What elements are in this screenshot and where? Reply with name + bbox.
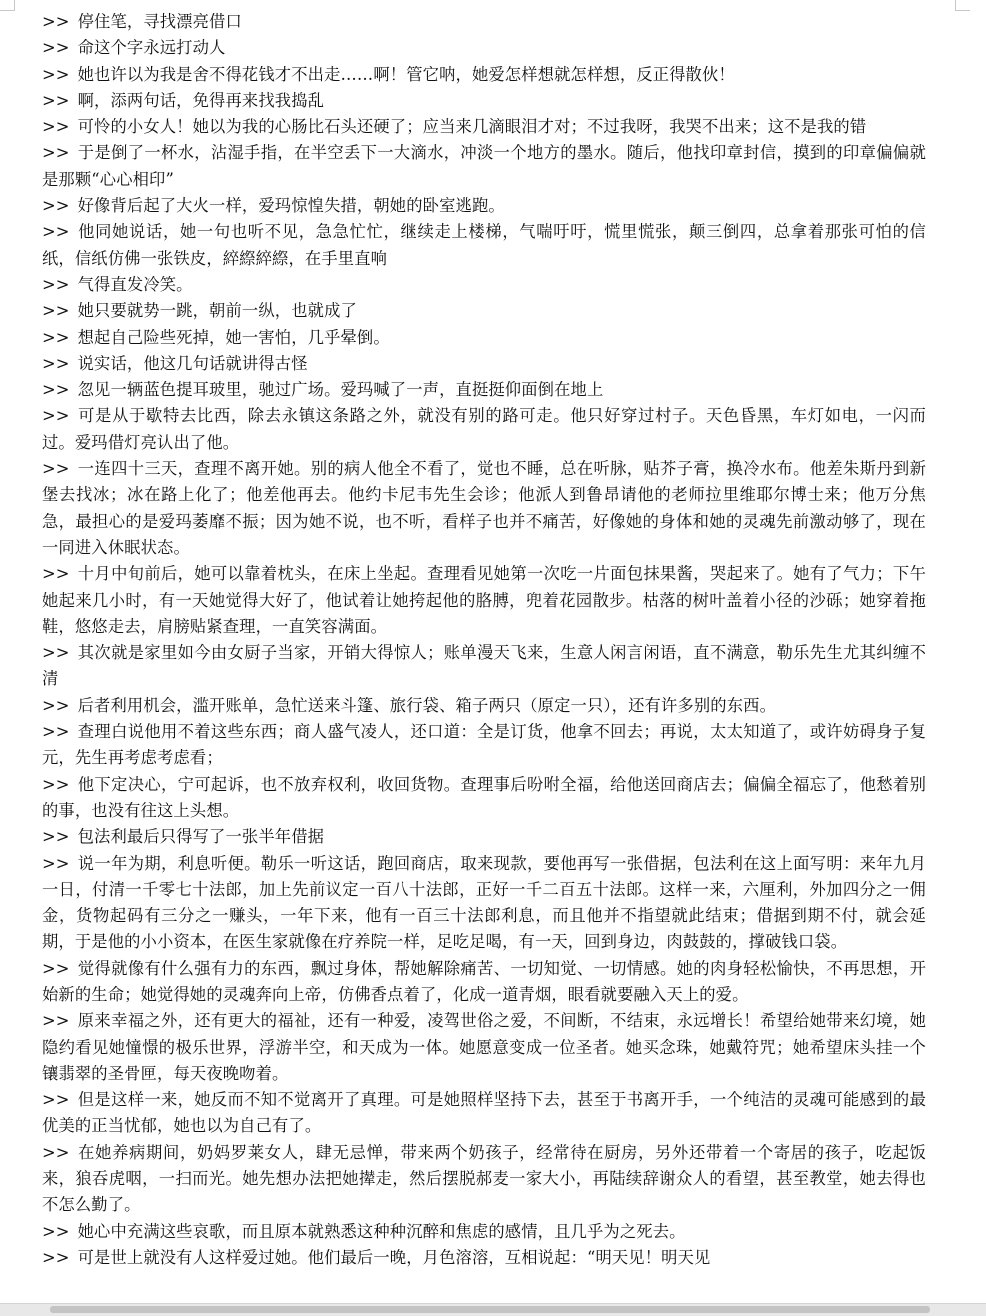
bullet-marker: >>: [42, 353, 70, 373]
bullet-marker: >>: [42, 774, 70, 794]
bullet-marker: >>: [42, 827, 70, 847]
paragraph-text: 可是世上就没有人这样爱过她。他们最后一晚，月色溶溶，互相说起：“明天见！明天见: [77, 1247, 711, 1267]
bullet-marker: >>: [42, 64, 70, 84]
paragraph-text: 他同她说话，她一句也听不见，急急忙忙，继续走上楼梯，气喘吁吁，慌里慌张，颠三倒四，总拿着那张可怕的信纸，信纸仿佛一张铁皮，綷縩綷縩，在手里直响: [42, 222, 926, 268]
paragraph-text: 啊，添两句话，免得再来找我捣乱: [77, 90, 325, 110]
paragraph-text: 十月中旬前后，她可以靠着枕头，在床上坐起。查理看见她第一次吃一片面包抹果酱，哭起来了。她有了气力；下午她起来几小时，有一天她觉得大好了，他试着让她挎起他的胳膊，兜着花园散步。枯落的树叶盖着小径的沙砾；她穿着拖鞋，悠悠走去，肩膀贴紧查理，一直笑容满面。: [42, 564, 926, 636]
paragraph-7: [42, 193, 926, 219]
paragraph-22: [42, 851, 926, 956]
paragraph-text: 其次就是家里如今由女厨子当家，开销大得惊人；账单漫天飞来，生意人闲言闲语，直不满意，勒乐先生尤其纠缠不清: [42, 643, 926, 689]
paragraph-text: 觉得就像有什么强有力的东西，飘过身体，帮她解除痛苦、一切知觉、一切情感。她的肉身轻松愉快，不再思想，开始新的生命；她觉得她的灵魂奔向上帝，仿佛香点着了，化成一道青烟，眼看就要融入天上的爱。: [42, 958, 926, 1004]
bullet-marker: >>: [42, 958, 70, 978]
paragraph-28: [42, 1245, 926, 1271]
paragraph-text: 停住笔，寻找漂亮借口: [77, 12, 242, 31]
bullet-marker: >>: [42, 143, 70, 163]
bullet-marker: >>: [42, 1090, 70, 1110]
paragraph-text: 后者利用机会，滥开账单，急忙送来斗篷、旅行袋、箱子两只（原定一只），还有许多别的东西。: [77, 695, 776, 715]
paragraph-text: 于是倒了一杯水，沾湿手指，在半空丢下一大滴水，冲淡一个地方的墨水。随后，他找印章封信，摸到的印章偏偏就是那颗“心心相印”: [42, 143, 926, 189]
bullet-marker: >>: [42, 196, 70, 216]
bullet-marker: >>: [42, 406, 70, 426]
paragraph-19: [42, 719, 926, 772]
paragraph-8: [42, 219, 926, 272]
paragraph-25: [42, 1087, 926, 1140]
paragraph-text: 好像背后起了大火一样，爱玛惊惶失措，朝她的卧室逃跑。: [77, 196, 505, 216]
paragraph-24: [42, 1008, 926, 1087]
bullet-marker: >>: [42, 695, 70, 715]
bullet-marker: >>: [42, 90, 70, 110]
paragraph-text: 想起自己险些死掉，她一害怕，几乎晕倒。: [77, 327, 390, 347]
paragraph-text: 查理白说他用不着这些东西；商人盛气凌人，还口道：全是订货，他拿不回去；再说，太太知道了，或许妨碍身子复元，先生再考虑考虑看；: [42, 722, 926, 768]
paragraph-2: [42, 35, 926, 61]
bullet-marker: >>: [42, 327, 70, 347]
paragraph-text: 说实话，他这几句话就讲得古怪: [77, 353, 308, 373]
paragraph-text: 她只要就势一跳，朝前一纵，也就成了: [77, 301, 357, 321]
bullet-marker: >>: [42, 222, 70, 242]
page-corner-mark-left: [0, 0, 15, 11]
paragraph-13: [42, 377, 926, 403]
paragraph-text: 忽见一辆蓝色提耳玻里，驰过广场。爱玛喊了一声，直挺挺仰面倒在地上: [77, 380, 604, 400]
paragraph-23: [42, 956, 926, 1009]
paragraph-text: 气得直发冷笑。: [77, 274, 193, 294]
paragraph-text: 可是从于歇特去比西，除去永镇这条路之外，就没有别的路可走。他只好穿过村子。天色昏黑，车灯如电，一闪而过。爱玛借灯亮认出了他。: [42, 406, 926, 452]
paragraph-3: [42, 62, 926, 88]
document-body: [42, 9, 926, 1271]
paragraph-18: [42, 693, 926, 719]
paragraph-11: [42, 325, 926, 351]
paragraph-text: 她心中充满这些哀歌，而且原本就熟悉这种种沉醉和焦虑的感情，且几乎为之死去。: [77, 1221, 686, 1241]
bullet-marker: >>: [42, 12, 70, 31]
scrollbar-thumb[interactable]: [50, 1306, 930, 1313]
paragraph-14: [42, 403, 926, 456]
bullet-marker: >>: [42, 722, 70, 742]
paragraph-21: [42, 824, 926, 850]
paragraph-15: [42, 456, 926, 561]
bullet-marker: >>: [42, 38, 70, 58]
bullet-marker: >>: [42, 459, 70, 479]
paragraph-10: [42, 298, 926, 324]
paragraph-17: [42, 640, 926, 693]
bullet-marker: >>: [42, 1247, 70, 1267]
paragraph-26: [42, 1140, 926, 1219]
bullet-marker: >>: [42, 117, 70, 137]
bullet-marker: >>: [42, 1011, 70, 1031]
bullet-marker: >>: [42, 643, 70, 663]
paragraph-text: 包法利最后只得写了一张半年借据: [77, 827, 325, 847]
bullet-marker: >>: [42, 853, 70, 873]
page-corner-mark-right: [955, 0, 970, 11]
horizontal-scrollbar[interactable]: [0, 1303, 986, 1316]
bullet-marker: >>: [42, 1142, 70, 1162]
bullet-marker: >>: [42, 380, 70, 400]
paragraph-text: 一连四十三天，查理不离开她。别的病人他全不看了，觉也不睡，总在听脉，贴芥子膏，换冷水布。他差朱斯丹到新堡去找冰；冰在路上化了；他差他再去。他约卡尼韦先生会诊；他派人到鲁昂请他的老师拉里维耶尔博士来；他万分焦急，最担心的是爱玛萎靡不振；因为她不说，也不听，看样子也并不痛苦，好像她的身体和她的灵魂先前激动够了，现在一同进入休眠状态。: [42, 459, 926, 557]
bullet-marker: >>: [42, 1221, 70, 1241]
paragraph-text: 可怜的小女人！她以为我的心肠比石头还硬了；应当来几滴眼泪才对；不过我呀，我哭不出来；这不是我的错: [77, 117, 867, 137]
paragraph-text: 她也许以为我是舍不得花钱才不出走……啊！管它呐，她爱怎样想就怎样想，反正得散伙！: [77, 64, 735, 84]
paragraph-text: 命这个字永远打动人: [77, 38, 226, 58]
paragraph-9: [42, 272, 926, 298]
paragraph-6: [42, 140, 926, 193]
paragraph-20: [42, 772, 926, 825]
paragraph-text: 但是这样一来，她反而不知不觉离开了真理。可是她照样坚持下去，甚至于书离开手，一个纯洁的灵魂可能感到的最优美的正当忧郁，她也以为自己有了。: [42, 1090, 926, 1136]
paragraph-4: [42, 88, 926, 114]
bullet-marker: >>: [42, 564, 70, 584]
paragraph-1: [42, 9, 926, 35]
paragraph-text: 在她养病期间，奶妈罗莱女人，肆无忌惮，带来两个奶孩子，经常待在厨房，另外还带着一个寄居的孩子，吃起饭来，狼吞虎咽，一扫而光。她先想办法把她撵走，然后摆脱郝麦一家大小，再陆续辞谢众人的看望，甚至教堂，她去得也不怎么勤了。: [42, 1142, 926, 1215]
paragraph-5: [42, 114, 926, 140]
paragraph-16: [42, 561, 926, 640]
paragraph-27: [42, 1219, 926, 1245]
paragraph-text: 说一年为期，利息听便。勒乐一听这话，跑回商店，取来现款，要他再写一张借据，包法利在这上面写明：来年九月一日，付清一千零七十法郎，加上先前议定一百八十法郎，正好一千二百五十法郎。这样一来，六厘利，外加四分之一佣金，货物起码有三分之一赚头，一年下来，他有一百三十法郎利息，而且他并不指望就此结束；借据到期不付，就会延期，于是他的小小资本，在医生家就像在疗养院一样，足吃足喝，有一天，回到身边，肉鼓鼓的，撑破钱口袋。: [42, 853, 926, 952]
bullet-marker: >>: [42, 274, 70, 294]
bullet-marker: >>: [42, 301, 70, 321]
paragraph-text: 原来幸福之外，还有更大的福祉，还有一种爱，凌驾世俗之爱，不间断，不结束，永远增长！希望给她带来幻境，她隐约看见她憧憬的极乐世界，浮游半空，和天成为一体。她愿意变成一位圣者。她买念珠，她戴符咒；她希望床头挂一个镶翡翠的圣骨匣，每天夜晚吻着。: [42, 1011, 926, 1083]
paragraph-text: 他下定决心，宁可起诉，也不放弃权利，收回货物。查理事后吩咐全福，给他送回商店去；偏偏全福忘了，他愁着别的事，也没有往这上头想。: [42, 774, 926, 820]
paragraph-12: [42, 351, 926, 377]
